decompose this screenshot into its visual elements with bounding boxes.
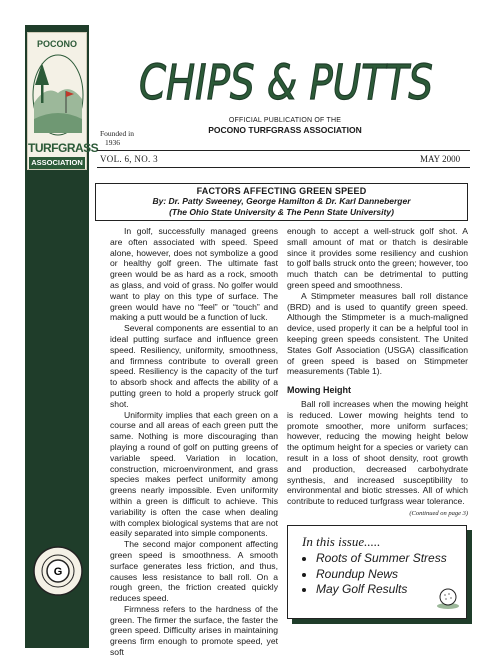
paragraph: enough to accept a well-struck golf shot. A small amount of mat or thatch is desirable since it provides some resiliency and cushion to golf balls struck onto the green; however, too much thatch can be detrimental to putting green speed and smoothness. <box>287 226 468 290</box>
volume-number: VOL. 6, NO. 3 <box>100 154 158 164</box>
anniversary-seal-icon <box>32 545 84 597</box>
paragraph: In golf, successfully managed greens are often associated with speed. Speed alone, however, does not symbolize a good or healthy golf green. The ultimate fast green would be as hard as a rock, smooth as glass, and void of grass. No golfer would want to play on this type of surface. The green would have no “feel” or “touch” and making a putt would be a function of luck. <box>110 226 278 323</box>
paragraph: A Stimpmeter measures ball roll distance (BRD) and is used to quantify green speed. Although the Stimpmeter is a much-maligned device, used properly it can be a helpful tool in keeping green speeds consistent. The United States Golf Association (USGA) classification of green speed is based on Stimpmeter measurements (Table 1). <box>287 290 468 377</box>
paragraph: The second major component affecting green speed is smoothness. A smooth surface generates less friction, and thus, causes less resistance to ball roll. On a rough green, the friction created quickly reduces speed. <box>110 539 278 604</box>
in-this-issue-box <box>287 525 467 619</box>
list-item: • Roots of Summer Stress <box>316 551 447 567</box>
top-rule <box>97 150 470 151</box>
paragraph: Several components are essential to an ideal putting surface and influence green speed. Resiliency, uniformity, smoothness, and firmness contribute to overall green speed. Resiliency is the capacity of the turf to absorb shock and affects the ability of a putting green to hold a properly struck golf shot. <box>110 323 278 409</box>
article-title: FACTORS AFFECTING GREEN SPEED <box>196 186 367 196</box>
in-this-issue-list <box>304 551 447 598</box>
founded-line1: Founded in <box>100 129 134 138</box>
masthead-title <box>136 45 436 117</box>
logo-turfgrass-text: TURFGRASS <box>28 141 99 155</box>
bottom-rule <box>97 167 470 168</box>
paragraph: Firmness refers to the hardness of the green. The firmer the surface, the faster the green speed. Difficulty arises in maintaining greens firm enough to promote speed, yet soft <box>110 603 278 658</box>
masthead-text: CHIPS & PUTTS <box>139 55 433 111</box>
article-authors: By: Dr. Patty Sweeney, George Hamilton & Dr. Karl Danneberger <box>152 196 411 206</box>
list-item: • Roundup News <box>316 567 447 583</box>
article-affiliation: (The Ohio State University & The Penn State University) <box>169 207 394 217</box>
article-column-1 <box>110 226 278 658</box>
logo-top-text: POCONO <box>36 39 77 49</box>
publication-line1: OFFICIAL PUBLICATION OF THE <box>228 117 342 124</box>
founded-note <box>100 129 134 147</box>
golf-ball-icon <box>435 584 461 610</box>
association-logo <box>27 32 99 170</box>
logo-association-text: ASSOCIATION <box>29 157 85 169</box>
in-this-issue-heading: In this issue..... <box>302 534 381 549</box>
list-item: • May Golf Results <box>316 582 447 598</box>
issue-date: MAY 2000 <box>420 154 461 164</box>
article-header <box>95 183 468 221</box>
article-column-2 <box>287 226 468 520</box>
publication-line <box>200 117 370 135</box>
svg-text:G: G <box>53 566 63 578</box>
founded-year: 1936 <box>105 138 120 147</box>
publication-line2: POCONO TURFGRASS ASSOCIATION <box>208 125 362 135</box>
subheading-mowing-height: Mowing Height <box>287 385 351 396</box>
continued-note: (Continued on page 3) <box>409 509 468 517</box>
paragraph: Uniformity implies that each green on a course and all areas of each green putt the same. Nothing is more discouraging than playing a round of golf on putting greens of variable speed. Variation in location, construction, microenvironment, and grass species makes perfect uniformity among greens nearly impossible. Even uniformity within a green is difficult to achieve. This variability is often the case when dealing with complex biological systems that are not easily separated into simple components. <box>110 409 278 539</box>
paragraph: Ball roll increases when the mowing height is reduced. Lower mowing heights tend to promote smoother, more uniform surfaces; however, reducing the mowing height below the optimum height for a species or variety can result in a loss of shoot density, root growth and production, decreased carbohydrate synthesis, and increased susceptibility to environmental and biotic stresses. All of which contribute to reduced turfgrass wear tolerance. <box>287 398 468 507</box>
